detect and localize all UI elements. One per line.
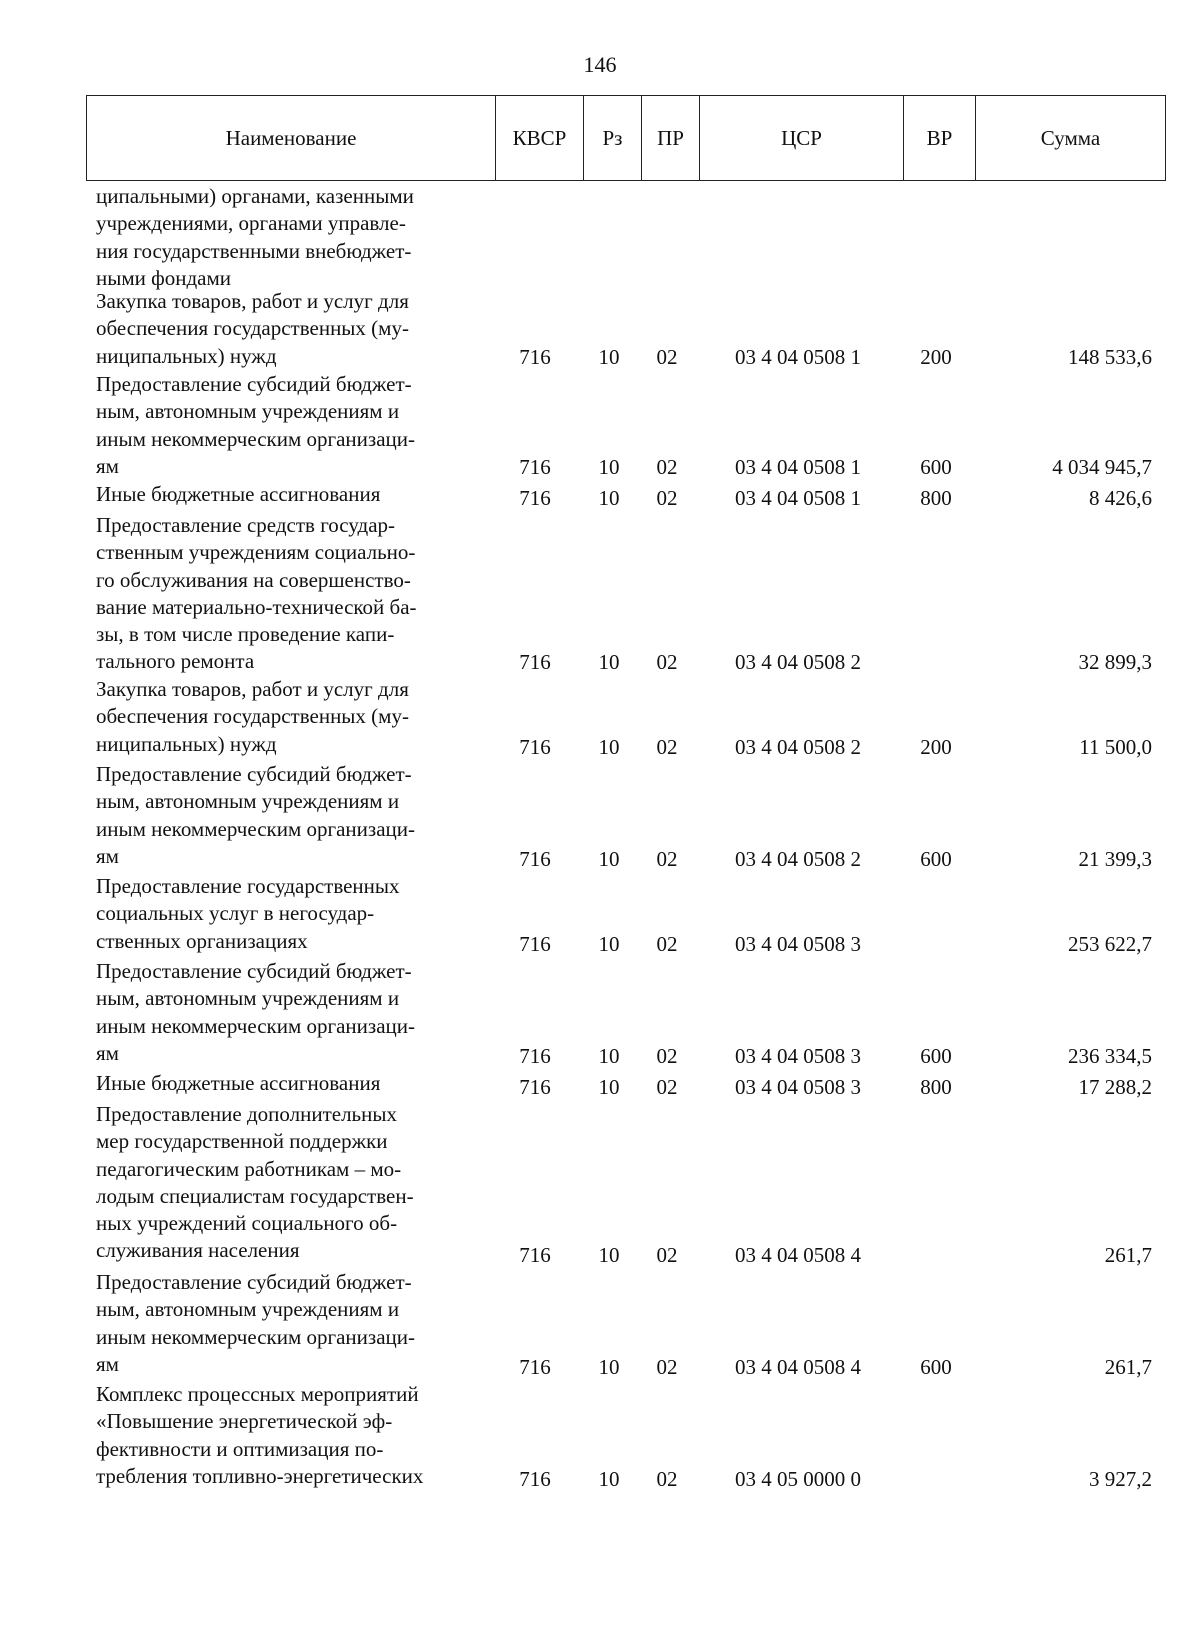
row-vr xyxy=(900,931,972,958)
row-rz: 10 xyxy=(598,734,620,759)
row-pr: 02 xyxy=(656,846,678,871)
row-name: Предоставление средств государ- ственным учреждениям социально- го обслуживания на совершенство- вание материально-технической ба- зы, в том числе проведение капи- тального ремонта xyxy=(96,513,417,674)
row-vr xyxy=(900,1242,972,1269)
row-sum: 261,7 xyxy=(1104,1354,1152,1379)
row-csr: 03 4 04 0508 4 xyxy=(735,1354,861,1379)
row-kvsr: 716 xyxy=(519,1043,551,1068)
table-body xyxy=(0,183,1200,1493)
row-csr: 03 4 04 0508 3 xyxy=(735,1074,861,1099)
table-row xyxy=(0,676,1200,761)
row-csr: 03 4 04 0508 1 xyxy=(735,485,861,510)
header-rz: Рз xyxy=(583,96,641,180)
row-csr: 03 4 04 0508 2 xyxy=(735,846,861,871)
row-rz: 10 xyxy=(598,649,620,674)
row-csr: 03 4 04 0508 1 xyxy=(735,454,861,479)
row-csr: 03 4 04 0508 3 xyxy=(735,931,861,956)
row-vr: 600 xyxy=(920,1043,952,1068)
row-sum: 3 927,2 xyxy=(1089,1466,1152,1491)
table-row xyxy=(0,512,1200,676)
row-rz: 10 xyxy=(598,485,620,510)
row-csr: 03 4 04 0508 3 xyxy=(735,1043,861,1068)
row-kvsr: 716 xyxy=(519,846,551,871)
row-vr: 800 xyxy=(920,1074,952,1099)
row-sum: 32 899,3 xyxy=(1078,649,1152,674)
row-pr: 02 xyxy=(656,1043,678,1068)
row-kvsr: 716 xyxy=(519,1242,551,1267)
row-kvsr: 716 xyxy=(519,649,551,674)
row-pr: 02 xyxy=(656,454,678,479)
row-vr: 600 xyxy=(920,454,952,479)
row-pr: 02 xyxy=(656,1074,678,1099)
row-csr: 03 4 04 0508 4 xyxy=(735,1242,861,1267)
row-name: Закупка товаров, работ и услуг для обеспечения государственных (му- ниципальных) нужд xyxy=(96,289,409,368)
row-vr: 800 xyxy=(920,485,952,510)
row-pr: 02 xyxy=(656,485,678,510)
row-kvsr: 716 xyxy=(519,1074,551,1099)
row-kvsr: 716 xyxy=(519,931,551,956)
row-csr: 03 4 04 0508 2 xyxy=(735,734,861,759)
row-sum: 8 426,6 xyxy=(1089,485,1152,510)
row-pr: 02 xyxy=(656,1242,678,1267)
table-row xyxy=(0,1381,1200,1493)
row-csr: 03 4 04 0508 2 xyxy=(735,649,861,674)
row-sum: 236 334,5 xyxy=(1068,1043,1152,1068)
row-vr: 200 xyxy=(920,344,952,369)
row-rz: 10 xyxy=(598,931,620,956)
row-sum: 4 034 945,7 xyxy=(1052,454,1152,479)
row-name: Комплекс процессных мероприятий «Повышение энергетической эф- фективности и оптимизация по- требления топливно-энергетических xyxy=(96,1382,424,1488)
table-row xyxy=(0,873,1200,958)
row-kvsr: 716 xyxy=(519,1466,551,1491)
table-row xyxy=(0,183,1200,288)
header-kvsr: КВСР xyxy=(495,96,583,180)
header-name: Наименование xyxy=(225,125,357,150)
row-kvsr: 716 xyxy=(519,1354,551,1379)
row-pr: 02 xyxy=(656,1466,678,1491)
row-sum: 148 533,6 xyxy=(1068,344,1152,369)
row-name: Иные бюджетные ассигнования xyxy=(96,482,381,506)
row-vr xyxy=(900,1466,972,1493)
row-name: Предоставление субсидий бюджет- ным, автономным учреждениям и иным некоммерческим организаци- ям xyxy=(96,959,415,1065)
table-row xyxy=(0,481,1200,512)
row-pr: 02 xyxy=(656,649,678,674)
row-kvsr: 716 xyxy=(519,485,551,510)
row-rz: 10 xyxy=(598,454,620,479)
row-kvsr: 716 xyxy=(519,454,551,479)
header-pr: ПР xyxy=(641,96,699,180)
row-kvsr: 716 xyxy=(519,344,551,369)
row-name: Иные бюджетные ассигнования xyxy=(96,1071,381,1095)
row-pr: 02 xyxy=(656,344,678,369)
row-rz: 10 xyxy=(598,1354,620,1379)
table-row xyxy=(0,371,1200,481)
row-rz: 10 xyxy=(598,1074,620,1099)
row-name: Закупка товаров, работ и услуг для обеспечения государственных (му- ниципальных) нужд xyxy=(96,677,409,756)
row-rz: 10 xyxy=(598,1466,620,1491)
table-row xyxy=(0,1269,1200,1381)
table-row xyxy=(0,761,1200,873)
row-kvsr: 716 xyxy=(519,734,551,759)
table-row xyxy=(0,1101,1200,1269)
row-rz: 10 xyxy=(598,846,620,871)
row-vr xyxy=(900,649,972,676)
row-csr: 03 4 05 0000 0 xyxy=(735,1466,861,1491)
header-sum: Сумма xyxy=(975,96,1165,180)
row-name: Предоставление государственных социальных услуг в негосудар- ственных организациях xyxy=(96,874,400,953)
row-name: Предоставление субсидий бюджет- ным, автономным учреждениям и иным некоммерческим организаци- ям xyxy=(96,1270,415,1376)
table-row xyxy=(0,1070,1200,1101)
row-sum: 11 500,0 xyxy=(1079,734,1152,759)
row-sum: 17 288,2 xyxy=(1078,1074,1152,1099)
row-vr: 600 xyxy=(920,846,952,871)
row-name: ципальными) органами, казенными учреждениями, органами управле- ния государственными внебюджет- ными фондами xyxy=(96,184,414,290)
row-pr: 02 xyxy=(656,931,678,956)
row-pr: 02 xyxy=(656,1354,678,1379)
row-sum: 261,7 xyxy=(1104,1242,1152,1267)
row-name: Предоставление субсидий бюджет- ным, автономным учреждениям и иным некоммерческим организаци- ям xyxy=(96,372,415,478)
row-rz: 10 xyxy=(598,1242,620,1267)
row-rz: 10 xyxy=(598,344,620,369)
row-vr: 600 xyxy=(920,1354,952,1379)
row-sum: 21 399,3 xyxy=(1078,846,1152,871)
row-vr: 200 xyxy=(920,734,952,759)
page-number: 146 xyxy=(583,52,617,77)
header-vr: ВР xyxy=(903,96,975,180)
table-row xyxy=(0,958,1200,1070)
row-csr: 03 4 04 0508 1 xyxy=(735,344,861,369)
row-name: Предоставление субсидий бюджет- ным, автономным учреждениям и иным некоммерческим организаци- ям xyxy=(96,762,415,868)
row-pr: 02 xyxy=(656,734,678,759)
table-row xyxy=(0,288,1200,371)
row-sum: 253 622,7 xyxy=(1068,931,1152,956)
header-csr: ЦСР xyxy=(699,96,903,180)
row-name: Предоставление дополнительных мер государственной поддержки педагогическим работникам – мо- лодым специалистам государствен- ных учреждений социального об- служивания населения xyxy=(96,1102,414,1263)
table-header xyxy=(86,95,1166,181)
row-rz: 10 xyxy=(598,1043,620,1068)
